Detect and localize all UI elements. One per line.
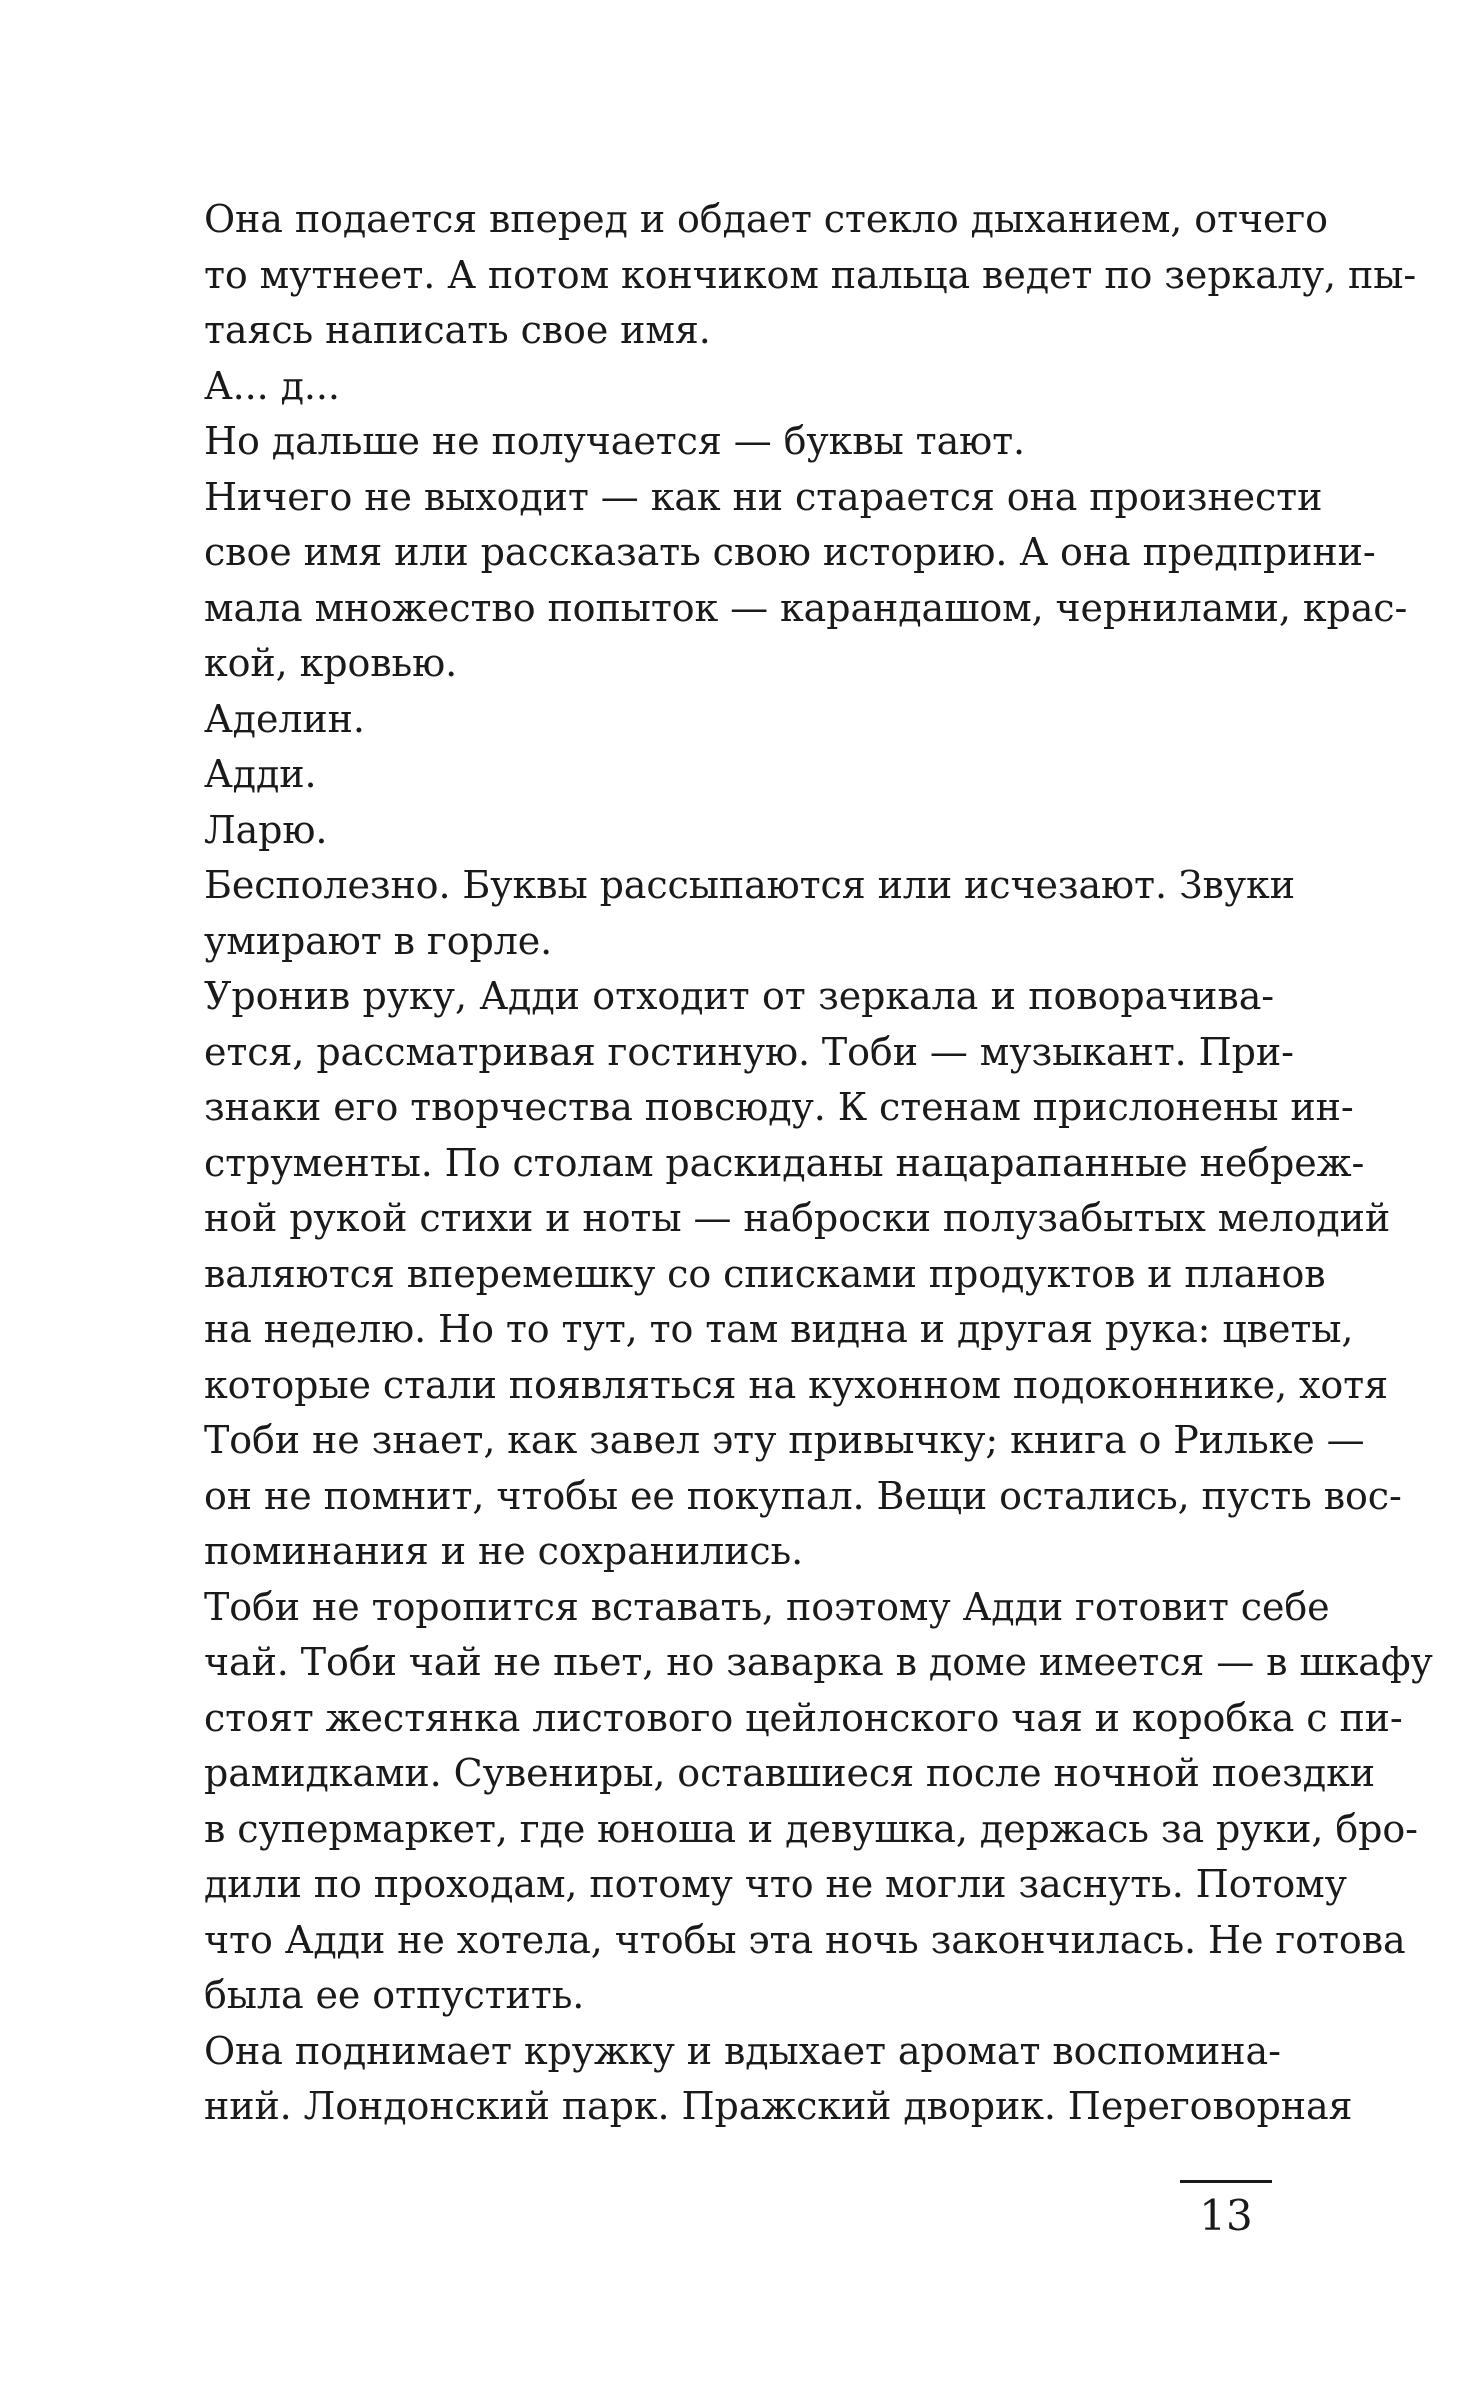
text-line: Тоби не знает, как завел эту привычку; книга о Рильке —	[204, 1418, 1365, 1462]
text-line: Бесполезно. Буквы рассыпаются или исчезают. Звуки	[204, 863, 1295, 907]
text-line: была ее отпустить.	[204, 1973, 585, 2017]
text-line: на неделю. Но то тут, то там видна и другая рука: цветы,	[204, 1307, 1354, 1351]
text-line: свое имя или рассказать свою историю. А она предприни-	[204, 530, 1376, 574]
page-number: 13	[1199, 2191, 1253, 2240]
text-line: валяются вперемешку со списками продуктов и планов	[204, 1251, 1326, 1296]
paragraph	[148, 747, 1274, 803]
page-number-rule	[1180, 2180, 1272, 2183]
text-line: мала множество попыток — карандашом, чернилами, крас-	[204, 585, 1408, 630]
paragraph	[148, 1580, 1433, 2024]
paragraph	[148, 692, 1274, 748]
text-line: ной рукой стихи и ноты — наброски полузабытых мелодий	[204, 1196, 1391, 1240]
text-line: в супермаркет, где юноша и девушка, держась за руки, бро-	[204, 1806, 1418, 1851]
text-line: Она подается вперед и обдает стекло дыханием, отчего	[204, 197, 1328, 241]
text-line: чай. Тоби чай не пьет, но заварка в доме имеется — в шкафу	[204, 1640, 1433, 1684]
paragraph	[148, 414, 1274, 470]
text-line: поминания и не сохранились.	[204, 1529, 804, 1573]
text-line: умирают в горле.	[204, 918, 553, 963]
text-line: то мутнеет. А потом кончиком пальца ведет по зеркалу, пы-	[204, 252, 1417, 297]
text-line: Уронив руку, Адди отходит от зеркала и поворачива-	[204, 974, 1274, 1018]
paragraph	[148, 359, 1274, 415]
text-line: что Адди не хотела, чтобы эта ночь закончилась. Не готова	[204, 1917, 1406, 1962]
text-line: кой, кровью.	[204, 641, 458, 685]
paragraph	[148, 803, 1274, 859]
text-line: А... д...	[204, 363, 340, 408]
text-line: Она поднимает кружку и вдыхает аромат воспомина-	[204, 2028, 1281, 2073]
paragraph	[148, 192, 1417, 359]
paragraph	[148, 2024, 1353, 2135]
text-line: которые стали появляться на кухонном подоконнике, хотя	[204, 1362, 1388, 1407]
text-line: таясь написать свое имя.	[204, 308, 711, 352]
text-line: знаки его творчества повсюду. К стенам прислонены ин-	[204, 1085, 1354, 1129]
paragraph	[148, 858, 1295, 969]
paragraph	[148, 969, 1402, 1580]
text-line: он не помнит, чтобы ее покупал. Вещи остались, пусть вос-	[204, 1473, 1402, 1518]
text-line: Ларю.	[204, 807, 328, 852]
text-line: Но дальше не получается — буквы тают.	[204, 419, 1026, 463]
text-line: рамидками. Сувениры, оставшиеся после ночной поездки	[204, 1751, 1375, 1795]
text-line: Аделин.	[204, 696, 365, 741]
text-line: Тоби не торопится вставать, поэтому Адди готовит себе	[204, 1584, 1330, 1629]
text-line: Адди.	[204, 752, 317, 796]
text-line: ется, рассматривая гостиную. Тоби — музыкант. При-	[204, 1029, 1294, 1074]
text-line: стоят жестянка листового цейлонского чая и коробка с пи-	[204, 1695, 1403, 1740]
body-text	[148, 192, 1433, 2135]
text-line: дили по проходам, потому что не могли заснуть. Потому	[204, 1862, 1347, 1906]
text-line: Ничего не выходит — как ни старается она произнести	[204, 474, 1323, 519]
text-line: струменты. По столам раскиданы нацарапанные небреж-	[204, 1140, 1365, 1185]
text-line: ний. Лондонский парк. Пражский дворик. Переговорная	[204, 2084, 1353, 2128]
paragraph	[148, 470, 1408, 692]
